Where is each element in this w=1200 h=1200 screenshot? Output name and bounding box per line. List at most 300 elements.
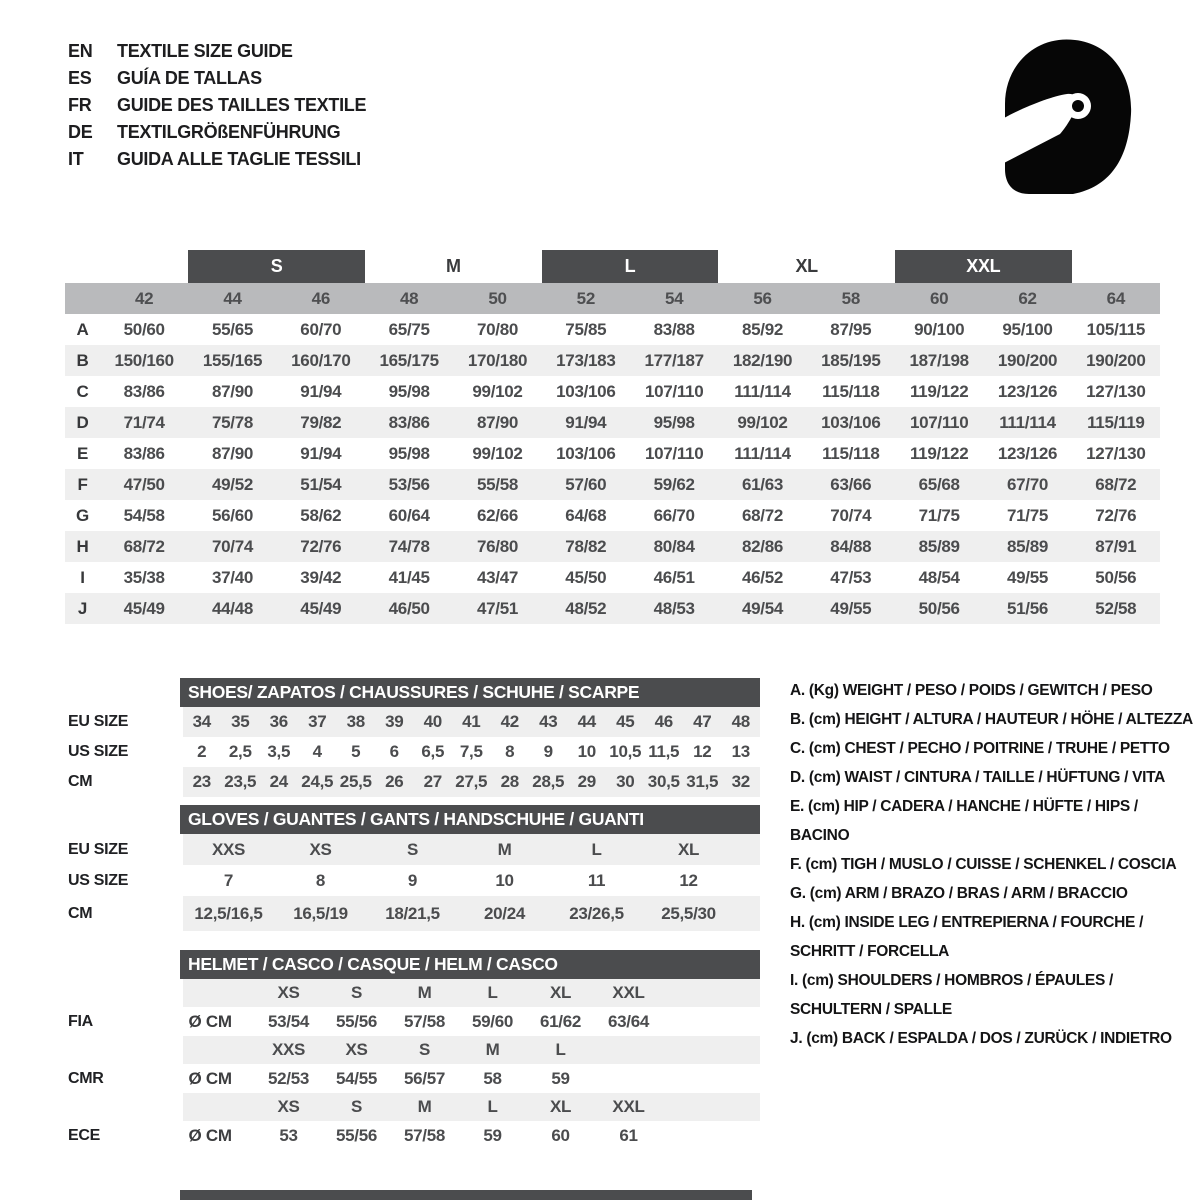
table-row xyxy=(65,834,760,865)
table-cell: 95/98 xyxy=(388,443,430,463)
table-cell: 111/114 xyxy=(734,443,791,463)
row-header-label: EU SIZE xyxy=(68,713,129,730)
table-cell: 87/91 xyxy=(1095,536,1137,556)
table-cell: 80/84 xyxy=(653,536,695,556)
table-cell: S xyxy=(406,839,419,859)
table-cell: 65/75 xyxy=(388,319,430,339)
table-cell: 83/86 xyxy=(388,412,430,432)
table-cell: 24,5 xyxy=(301,772,334,791)
table-cell: 59 xyxy=(483,1125,502,1145)
table-cell: 27 xyxy=(423,772,442,791)
table-cell: 55/56 xyxy=(335,1011,378,1031)
table-cell: 78/82 xyxy=(565,536,607,556)
table-cell: 53 xyxy=(279,1125,298,1145)
table-cell: 44 xyxy=(577,712,596,731)
legend-item: B. (cm) HEIGHT / ALTURA / HAUTEUR / HÖHE / ALTEZZA xyxy=(790,711,1193,728)
spacer-cell xyxy=(183,1093,255,1121)
helmet-size-strip xyxy=(183,1036,761,1064)
table-cell: 90/100 xyxy=(914,319,965,339)
table-cell: 35 xyxy=(231,712,250,731)
size-row-b xyxy=(65,345,1160,376)
table-cell: 31,5 xyxy=(686,772,719,791)
row-header-label: US SIZE xyxy=(68,743,129,760)
table-cell: 13 xyxy=(731,742,750,761)
spacer-cell xyxy=(183,979,255,1007)
table-cell: 37/40 xyxy=(211,567,254,587)
table-cell: 25,5 xyxy=(339,772,372,791)
table-cell: 155/165 xyxy=(202,350,263,370)
table-cell: M xyxy=(497,839,512,859)
table-cell: 45/49 xyxy=(300,598,342,618)
size-group-header-row xyxy=(65,250,1160,283)
table-cell: 39/42 xyxy=(300,567,342,587)
table-cell: 18/21,5 xyxy=(385,903,440,923)
diameter-unit-label: Ø CM xyxy=(188,1011,232,1031)
language-code: IT xyxy=(68,149,84,169)
size-group-xl: XL xyxy=(795,256,818,276)
helmet-size-cell: S xyxy=(350,1097,363,1116)
table-cell: 38 xyxy=(346,712,365,731)
table-cell: 7 xyxy=(223,870,234,890)
numeric-size-cell: 46 xyxy=(311,288,330,308)
table-cell: 10 xyxy=(495,870,514,890)
legend-item: G. (cm) ARM / BRAZO / BRAS / ARM / BRACCIO xyxy=(790,885,1128,902)
table-cell: 10 xyxy=(577,742,596,761)
table-cell: 187/198 xyxy=(909,350,969,370)
language-code: EN xyxy=(68,41,93,61)
table-cell: 150/160 xyxy=(114,350,174,370)
table-cell: 85/89 xyxy=(918,536,960,556)
table-cell: 11,5 xyxy=(648,742,680,761)
row-label: D xyxy=(76,412,89,432)
table-cell: 3,5 xyxy=(267,742,291,761)
table-cell: 87/90 xyxy=(476,412,519,432)
table-cell: 47 xyxy=(693,712,712,731)
table-cell: 54/55 xyxy=(335,1068,378,1088)
table-cell: 70/80 xyxy=(476,319,519,339)
table-cell: 57/58 xyxy=(403,1125,446,1145)
table-cell: 71/75 xyxy=(918,505,960,525)
table-cell: 9 xyxy=(543,742,553,761)
size-row-d xyxy=(65,407,1160,438)
table-cell: 45/49 xyxy=(123,598,165,618)
table-cell: 63/66 xyxy=(830,474,872,494)
value-strip xyxy=(183,767,761,797)
language-row xyxy=(68,146,366,173)
table-cell: 50/56 xyxy=(918,598,960,618)
table-cell: 111/114 xyxy=(999,412,1056,432)
table-cell: 8 xyxy=(505,742,515,761)
table-cell: 127/130 xyxy=(1086,443,1146,463)
helmet-size-cell: M xyxy=(417,983,432,1002)
value-strip xyxy=(183,834,761,865)
helmet-size-cell: XL xyxy=(549,1097,572,1116)
table-cell: 160/170 xyxy=(291,350,351,370)
size-row-h xyxy=(65,531,1160,562)
table-cell: 47/50 xyxy=(123,474,165,494)
table-cell: 12 xyxy=(679,870,698,890)
table-cell: 55/56 xyxy=(335,1125,378,1145)
table-cell: 7,5 xyxy=(459,742,483,761)
table-cell: 34 xyxy=(192,712,211,731)
table-cell: L xyxy=(591,839,602,859)
table-cell: 61/62 xyxy=(539,1011,582,1031)
row-header-label: EU SIZE xyxy=(68,840,129,858)
value-strip xyxy=(183,896,761,931)
language-row xyxy=(68,92,366,119)
size-row-e xyxy=(65,438,1160,469)
legend-item: E. (cm) HIP / CADERA / HANCHE / HÜFTE / HIPS / BACINO xyxy=(790,798,1138,844)
table-cell xyxy=(595,1064,663,1093)
table-cell: 59/62 xyxy=(653,474,695,494)
language-title: GUIDE DES TAILLES TEXTILE xyxy=(117,95,367,115)
table-cell: 54/58 xyxy=(123,505,165,525)
helmet-value-strip xyxy=(183,1121,761,1150)
table-cell: 25,5/30 xyxy=(661,903,716,923)
table-cell: 173/183 xyxy=(556,350,616,370)
table-cell: 30 xyxy=(616,772,635,791)
table-cell: 91/94 xyxy=(300,381,342,401)
table-cell: 55/58 xyxy=(476,474,519,494)
numeric-size-cell: 54 xyxy=(665,288,684,308)
table-cell: 30,5 xyxy=(647,772,680,791)
helmet-size-header-row xyxy=(65,1036,760,1064)
table-cell: 59/60 xyxy=(471,1011,514,1031)
table-cell: 182/190 xyxy=(732,350,793,370)
table-cell: 6,5 xyxy=(421,742,445,761)
size-row-a xyxy=(65,314,1160,345)
row-label: G xyxy=(76,505,89,525)
numeric-size-cell: 56 xyxy=(753,288,772,308)
legend-item: I. (cm) SHOULDERS / HOMBROS / ÉPAULES / SCHULTERN / SPALLE xyxy=(790,972,1114,1018)
language-row xyxy=(68,119,366,146)
row-label: E xyxy=(76,443,89,463)
table-cell: 37 xyxy=(308,712,327,731)
row-header-label: US SIZE xyxy=(68,871,129,889)
table-cell: 72/76 xyxy=(300,536,342,556)
size-row-f xyxy=(65,469,1160,500)
table-cell: 70/74 xyxy=(211,536,254,556)
table-cell: 49/52 xyxy=(211,474,254,494)
size-row-c xyxy=(65,376,1160,407)
table-cell: 83/86 xyxy=(123,381,165,401)
table-cell: 32 xyxy=(731,772,750,791)
table-cell: 6 xyxy=(389,742,399,761)
table-cell: 48/54 xyxy=(918,567,960,587)
table-cell: 57/60 xyxy=(565,474,607,494)
helmet-size-cell: XS xyxy=(277,1097,300,1116)
table-cell: 46/50 xyxy=(388,598,430,618)
table-cell: 2,5 xyxy=(228,742,252,761)
table-cell: 95/98 xyxy=(388,381,430,401)
table-cell: 83/86 xyxy=(123,443,165,463)
table-cell: 119/122 xyxy=(909,443,969,463)
table-cell: 23,5 xyxy=(224,772,257,791)
table-cell: 62/66 xyxy=(476,505,519,525)
table-cell: 49/54 xyxy=(741,598,784,618)
language-row xyxy=(68,38,366,65)
numeric-size-row xyxy=(65,283,1160,314)
table-cell: 48 xyxy=(731,712,750,731)
table-cell: 59 xyxy=(551,1068,570,1088)
shoes-table xyxy=(65,678,760,797)
table-cell: 71/74 xyxy=(123,412,165,432)
table-cell: 45/50 xyxy=(565,567,607,587)
language-title-list xyxy=(68,38,366,173)
language-title: GUIDA ALLE TAGLIE TESSILI xyxy=(117,149,361,169)
table-cell: 165/175 xyxy=(379,350,439,370)
table-cell: 29 xyxy=(577,772,596,791)
table-cell: 42 xyxy=(500,712,519,731)
table-cell: 16,5/19 xyxy=(293,903,348,923)
helmet-size-cell: XS xyxy=(345,1040,368,1059)
diameter-unit-label: Ø CM xyxy=(188,1068,232,1088)
legend-item: J. (cm) BACK / ESPALDA / DOS / ZURÜCK / INDIETRO xyxy=(790,1030,1172,1047)
helmet-value-strip xyxy=(183,1064,761,1093)
size-row-g xyxy=(65,500,1160,531)
table-cell: 49/55 xyxy=(1006,567,1049,587)
table-cell: 46/51 xyxy=(653,567,695,587)
table-cell: 75/85 xyxy=(565,319,607,339)
helmet-size-cell: L xyxy=(555,1040,566,1059)
diameter-unit-label: Ø CM xyxy=(188,1125,232,1145)
corner-cell xyxy=(65,283,100,314)
helmet-size-cell: XXL xyxy=(612,983,645,1002)
language-title: GUÍA DE TALLAS xyxy=(117,68,262,88)
language-title: TEXTILGRÖßENFÜHRUNG xyxy=(117,122,341,142)
helmet-size-cell: M xyxy=(417,1097,432,1116)
table-cell: 46 xyxy=(654,712,673,731)
helmet-size-cell: XXL xyxy=(612,1097,645,1116)
table-cell: 64/68 xyxy=(565,505,607,525)
helmet-size-cell: XL xyxy=(549,983,572,1002)
table-cell: 61 xyxy=(619,1125,638,1145)
helmet-size-header-row xyxy=(65,1093,760,1121)
table-cell: 36 xyxy=(269,712,288,731)
table-cell: 123/126 xyxy=(997,381,1058,401)
value-strip xyxy=(183,865,761,896)
helmet-value-row xyxy=(65,1064,760,1093)
helmet-table xyxy=(65,950,760,1150)
table-cell: 67/70 xyxy=(1006,474,1049,494)
table-row xyxy=(65,737,760,767)
row-header-label xyxy=(65,1093,183,1121)
helmet-rows xyxy=(65,979,760,1150)
size-group-m: M xyxy=(445,256,461,276)
table-cell: 105/115 xyxy=(1086,319,1146,339)
numeric-size-cell: 64 xyxy=(1106,288,1125,308)
legend-item: F. (cm) TIGH / MUSLO / CUISSE / SCHENKEL / COSCIA xyxy=(790,856,1177,873)
table-cell: 49/55 xyxy=(830,598,872,618)
table-cell: 51/56 xyxy=(1006,598,1049,618)
table-cell: 76/80 xyxy=(476,536,519,556)
table-cell: 52/53 xyxy=(267,1068,310,1088)
helmet-size-strip xyxy=(183,1093,761,1121)
table-cell: 74/78 xyxy=(388,536,430,556)
helmet-size-cell xyxy=(595,1036,663,1064)
table-row xyxy=(65,896,760,931)
table-cell: 75/78 xyxy=(211,412,254,432)
language-code: FR xyxy=(68,95,92,115)
size-group-xxl: XXL xyxy=(895,250,1072,283)
legend-item: H. (cm) INSIDE LEG / ENTREPIERNA / FOURCHE / SCHRITT / FORCELLA xyxy=(790,914,1144,960)
shoes-rows xyxy=(65,707,760,797)
table-cell: 107/110 xyxy=(909,412,969,432)
shoes-section-title: SHOES/ ZAPATOS / CHAUSSURES / SCHUHE / SCARPE xyxy=(180,678,760,707)
language-title: TEXTILE SIZE GUIDE xyxy=(117,41,293,61)
table-cell: 47/53 xyxy=(830,567,872,587)
table-cell: 85/89 xyxy=(1006,536,1049,556)
gloves-table xyxy=(65,805,760,931)
table-cell: 52/58 xyxy=(1095,598,1137,618)
table-cell: 79/82 xyxy=(300,412,342,432)
table-cell: 99/102 xyxy=(472,381,523,401)
row-label: B xyxy=(76,350,89,370)
table-cell: 82/86 xyxy=(741,536,784,556)
row-header-label xyxy=(65,979,183,1007)
table-cell: 95/98 xyxy=(653,412,695,432)
table-cell: 43/47 xyxy=(476,567,519,587)
helmet-size-cell: XS xyxy=(277,983,300,1002)
measurement-rows xyxy=(65,314,1160,624)
table-cell: 65/68 xyxy=(918,474,960,494)
table-cell: 61/63 xyxy=(741,474,784,494)
table-cell: 45 xyxy=(616,712,635,731)
table-cell: 68/72 xyxy=(741,505,784,525)
numeric-size-cell: 62 xyxy=(1018,288,1037,308)
spacer-cell xyxy=(183,1036,255,1064)
row-label: C xyxy=(76,381,89,401)
table-cell: 99/102 xyxy=(472,443,523,463)
table-cell: 28,5 xyxy=(532,772,565,791)
measurement-legend xyxy=(790,676,1194,1053)
table-cell: 107/110 xyxy=(644,381,704,401)
table-cell: 85/92 xyxy=(741,319,784,339)
table-cell: 72/76 xyxy=(1095,505,1137,525)
table-cell: 39 xyxy=(385,712,404,731)
table-cell: 87/95 xyxy=(830,319,872,339)
table-cell: 190/200 xyxy=(997,350,1058,370)
table-cell: 70/74 xyxy=(830,505,872,525)
table-cell: 24 xyxy=(269,772,288,791)
language-code: ES xyxy=(68,68,92,88)
size-group-l: L xyxy=(542,250,719,283)
table-cell: 87/90 xyxy=(211,381,254,401)
table-cell: 43 xyxy=(539,712,558,731)
numeric-size-cell: 42 xyxy=(135,288,154,308)
row-label: A xyxy=(76,319,89,339)
helmet-size-cell: L xyxy=(487,983,498,1002)
table-cell: 127/130 xyxy=(1086,381,1146,401)
table-cell: 53/54 xyxy=(267,1011,310,1031)
table-row xyxy=(65,767,760,797)
table-cell: 12 xyxy=(693,742,712,761)
table-cell: 111/114 xyxy=(734,381,791,401)
table-cell: 115/118 xyxy=(822,443,880,463)
row-label: H xyxy=(76,536,89,556)
table-cell: 41 xyxy=(462,712,481,731)
numeric-size-cell: 44 xyxy=(223,288,242,308)
helmet-size-header-row xyxy=(65,979,760,1007)
table-cell: 68/72 xyxy=(1095,474,1137,494)
table-cell: 27,5 xyxy=(455,772,488,791)
table-cell: 58/62 xyxy=(300,505,342,525)
table-cell: 41/45 xyxy=(388,567,430,587)
row-header-label: CM xyxy=(68,904,93,922)
table-cell: 66/70 xyxy=(653,505,695,525)
table-cell: XS xyxy=(309,839,332,859)
table-cell: 53/56 xyxy=(388,474,430,494)
row-header-label: CM xyxy=(68,773,93,790)
row-label: I xyxy=(80,567,85,587)
table-cell: 23 xyxy=(192,772,211,791)
table-cell: 123/126 xyxy=(997,443,1058,463)
numeric-size-cell: 50 xyxy=(488,288,507,308)
legend-item: C. (cm) CHEST / PECHO / POITRINE / TRUHE / PETTO xyxy=(790,740,1170,757)
row-header-label xyxy=(65,1036,183,1064)
table-cell: 51/54 xyxy=(300,474,342,494)
language-row xyxy=(68,65,366,92)
value-strip xyxy=(183,737,761,767)
table-cell: 9 xyxy=(407,870,418,890)
racing-helmet-icon xyxy=(982,34,1142,202)
standard-label-cmr: CMR xyxy=(68,1069,104,1087)
table-cell: 103/106 xyxy=(556,381,616,401)
table-cell: 46/52 xyxy=(741,567,784,587)
table-cell: 185/195 xyxy=(821,350,881,370)
table-cell: 48/53 xyxy=(653,598,695,618)
table-cell: 50/60 xyxy=(123,319,165,339)
table-cell: 4 xyxy=(312,742,322,761)
table-cell: 12,5/16,5 xyxy=(194,903,263,923)
size-row-i xyxy=(65,562,1160,593)
table-cell: 84/88 xyxy=(830,536,872,556)
table-cell: 103/106 xyxy=(556,443,616,463)
table-cell: 20/24 xyxy=(483,903,526,923)
table-cell: 55/65 xyxy=(211,319,254,339)
helmet-value-strip xyxy=(183,1007,761,1036)
table-cell: 57/58 xyxy=(403,1011,446,1031)
row-label: F xyxy=(77,474,88,494)
racing-helmet-icon xyxy=(982,34,1142,202)
table-cell: 35/38 xyxy=(123,567,165,587)
standard-label-ece: ECE xyxy=(68,1126,100,1144)
size-row-j xyxy=(65,593,1160,624)
table-cell: 44/48 xyxy=(211,598,254,618)
table-cell: 48/52 xyxy=(565,598,607,618)
table-cell: 99/102 xyxy=(737,412,788,432)
gloves-rows xyxy=(65,834,760,931)
standard-label-fia: FIA xyxy=(68,1012,93,1030)
legend-item: D. (cm) WAIST / CINTURA / TAILLE / HÜFTUNG / VITA xyxy=(790,769,1166,786)
table-cell: 115/119 xyxy=(1087,412,1145,432)
numeric-size-cell: 48 xyxy=(400,288,419,308)
table-cell: 170/180 xyxy=(467,350,528,370)
table-cell: 56/57 xyxy=(403,1068,446,1088)
helmet-size-cell: L xyxy=(487,1097,498,1116)
numeric-size-cell: 58 xyxy=(841,288,860,308)
value-strip xyxy=(183,707,761,737)
table-cell: 50/56 xyxy=(1095,567,1137,587)
table-cell: 103/106 xyxy=(821,412,881,432)
helmet-size-strip xyxy=(183,979,761,1007)
table-cell: 28 xyxy=(500,772,519,791)
table-cell: 177/187 xyxy=(644,350,704,370)
table-row xyxy=(65,707,760,737)
table-cell: 83/88 xyxy=(653,319,695,339)
table-cell: 68/72 xyxy=(123,536,165,556)
table-cell: XL xyxy=(677,839,700,859)
